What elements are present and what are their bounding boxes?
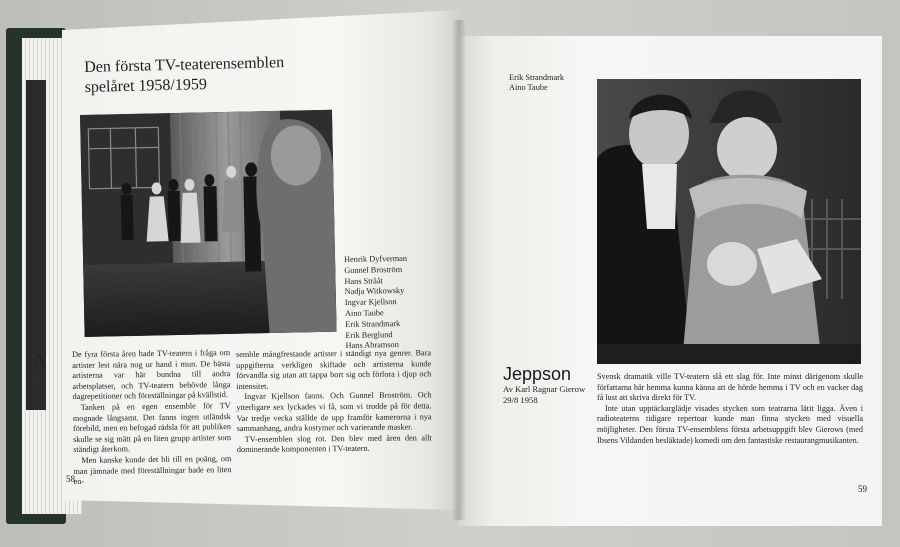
paragraph: Tanken på en egen ensemble för TV mognade långsamt. Det fanns ingen utländsk förebild, men en befogad rädsla för att publiken skulle se sig mätt på en liten grupp artister som ständigt återkom. bbox=[72, 401, 232, 455]
previous-page-letter: A bbox=[33, 350, 46, 370]
body-text-column-1 bbox=[72, 348, 232, 488]
paragraph: Inte utan upptäckarglädje visades stycken som teatrarna lätit ligga. Även i radioteaterns tidigare repertoar kunde man finna stycken med visuella möjligheter. Den första TV-ensemblens första arbetsuppgift blev Gierows (med Ibsens Vildanden besläktade) komedi om den fantastiske restaurangmusikanten. bbox=[597, 403, 863, 445]
ensemble-photo-image bbox=[80, 110, 337, 337]
play-title: Jeppson bbox=[503, 364, 572, 384]
jeppson-photo-image bbox=[597, 79, 861, 364]
book-gutter bbox=[452, 20, 466, 520]
photo-caption-names bbox=[344, 254, 409, 352]
paragraph: TV-ensemblen slog rot. Den blev med åren den allt dominerande komponenten i TV-teatern. bbox=[236, 433, 432, 455]
caption-name: Ingvar Kjellson bbox=[344, 297, 397, 308]
caption-name: Erik Berglund bbox=[345, 329, 393, 340]
caption-name: Erik Strandmark bbox=[345, 318, 401, 329]
caption-name: Hans Abramson bbox=[345, 340, 399, 351]
caption-name: Henrik Dyfverman bbox=[344, 253, 408, 264]
caption-name: Hans Strååt bbox=[344, 275, 384, 286]
page-heading bbox=[84, 52, 315, 98]
page-number-right: 59 bbox=[858, 484, 867, 494]
photo-names bbox=[509, 73, 564, 93]
subtitle-line: Av Karl Ragnar Gierow bbox=[503, 384, 586, 394]
paragraph: Ingvar Kjellson fanns. Och Gunnel Broström. Och ytterligare sex lyckades vi få, som vi trodde på för detta. Var tredje vecka ställde de upp framför kamerorna i nya sammanhang, andra kostymer och varierande masker. bbox=[236, 390, 432, 434]
paragraph: De fyra första åren hade TV-teatern i fråga om artister lest nära nog ur hand i mun. De bästa artisterna var här bundna till andra arbetsplatser, och TV-teatern behövde långa dagrepetitioner och föreställningar på kvällstid. bbox=[72, 348, 231, 402]
photo-name: Aino Taube bbox=[509, 83, 548, 92]
caption-name: Nadja Witkowsky bbox=[344, 286, 405, 297]
caption-name: Aino Taube bbox=[344, 308, 384, 318]
caption-name: Gunnel Broström bbox=[344, 264, 403, 275]
paragraph: Men kanske kunde det bli till en poäng, om man jämnade med föreställningar hade en liten en- bbox=[73, 453, 232, 487]
body-text-column-3 bbox=[597, 372, 863, 446]
play-subtitle bbox=[503, 384, 585, 405]
subtitle-line: 29/8 1958 bbox=[503, 394, 538, 405]
photo-name: Erik Strandmark bbox=[509, 73, 565, 82]
paragraph: semble mångfrestande artister i ständigt nya genrer. Bara uppgifterna verkligen skiftade och artisterna kunde förvandla sig utan att tappa bort sig och förlora i djup och intensitet. bbox=[236, 348, 432, 391]
heading-line: Den första TV-teaterensemblen bbox=[84, 54, 285, 76]
heading-line: spelåret 1958/1959 bbox=[84, 76, 208, 96]
paragraph: Svensk dramatik ville TV-teatern slå ett slag för. Inte minst därigenom skulle författarna här hemma kunna känna att de hörde hemma i TV och en vacker dag få lust att skriva direkt för TV. bbox=[597, 372, 863, 403]
body-text-column-2 bbox=[236, 348, 432, 456]
ensemble-photo bbox=[80, 110, 337, 337]
page-number-left: 58 bbox=[66, 474, 75, 484]
previous-page-small-text: A 2 bbox=[33, 374, 39, 392]
jeppson-photo bbox=[597, 79, 861, 364]
